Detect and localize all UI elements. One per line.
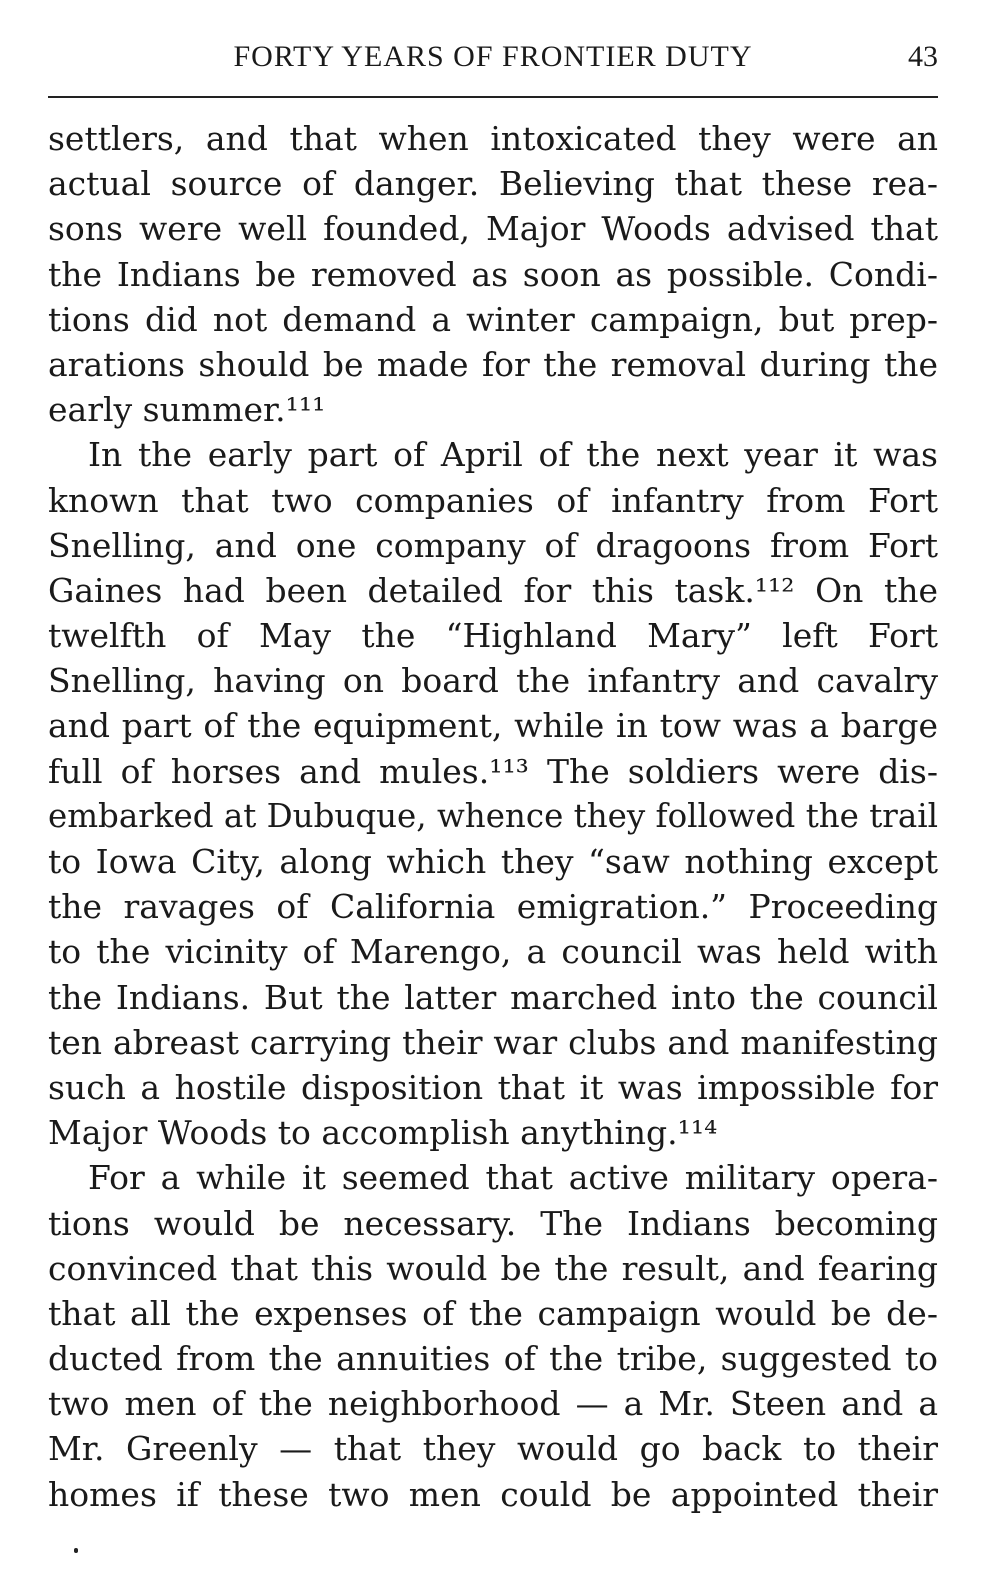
text-line: sons were well founded, Major Woods advised that [48,209,938,249]
text-line: Major Woods to accomplish anything.¹¹⁴ [48,1113,718,1153]
text-line: and part of the equipment, while in tow was a barge [48,706,938,746]
running-title: FORTY YEARS OF FRONTIER DUTY [233,40,753,73]
running-head [48,36,938,80]
text-line: full of horses and mules.¹¹³ The soldiers were dis- [48,751,938,791]
text-line: Gaines had been detailed for this task.¹¹² On the [48,570,938,610]
text-line: arations should be made for the removal during the [48,344,938,384]
text-line: two men of the neighborhood — a Mr. Steen and a [48,1384,938,1424]
body-text [48,116,938,1517]
text-line: early summer.¹¹¹ [48,390,326,430]
text-line: known that two companies of infantry from Fort [48,480,938,520]
paragraph-first-line: In the early part of April of the next year it was [88,435,938,475]
text-line: the ravages of California emigration.” Proceeding [48,887,938,927]
text-line: to the vicinity of Marengo, a council was held with [48,932,938,972]
text-line: that all the expenses of the campaign would be de- [48,1293,938,1333]
text-line: embarked at Dubuque, whence they followed the trail [48,796,939,835]
text-line: ducted from the annuities of the tribe, suggested to [48,1339,938,1379]
text-line: twelfth of May the “Highland Mary” left Fort [48,616,938,656]
text-line: convinced that this would be the result, and fearing [48,1248,938,1288]
text-line: actual source of danger. Believing that these rea- [48,164,938,204]
text-line: such a hostile disposition that it was impossible for [48,1067,938,1107]
text-line: the Indians be removed as soon as possible. Condi- [48,254,938,294]
text-line: Mr. Greenly — that they would go back to their [48,1429,938,1469]
text-line: tions would be necessary. The Indians becoming [48,1203,938,1243]
text-line: to Iowa City, along which they “saw nothing except [48,842,938,881]
ink-speck [74,1548,78,1553]
text-line: the Indians. But the latter marched into the council [48,977,938,1017]
text-line: homes if these two men could be appointed their [48,1474,938,1514]
text-line: tions did not demand a winter campaign, but prep- [48,299,938,339]
text-line: ten abreast carrying their war clubs and manifesting [48,1022,938,1062]
text-line: Snelling, having on board the infantry and cavalry [48,661,938,701]
text-line: settlers, and that when intoxicated they were an [48,119,938,158]
header-rule [48,96,938,98]
page-number: 43 [908,40,938,73]
text-line: Snelling, and one company of dragoons from Fort [48,525,938,565]
paragraph-first-line: For a while it seemed that active military opera- [88,1158,938,1198]
